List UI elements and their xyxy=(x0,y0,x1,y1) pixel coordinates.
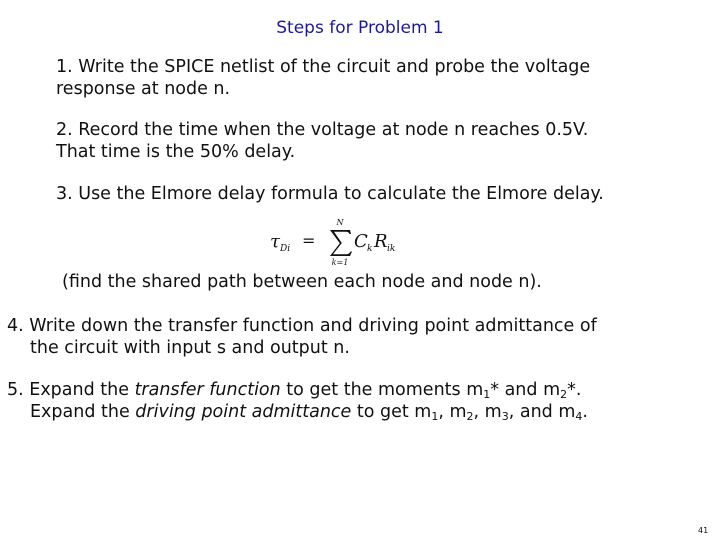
step-5-line-1-text-c: * and m xyxy=(490,380,561,400)
moment-subscript-2: 2 xyxy=(466,410,474,423)
formula-term-r-subscript: ik xyxy=(387,244,396,254)
moment-subscript-1: 1 xyxy=(483,388,491,401)
moment-subscript-3: 3 xyxy=(501,410,509,423)
formula-term-c-subscript: k xyxy=(367,244,373,254)
step-1-line-2: response at node n. xyxy=(56,79,231,99)
formula-sum-upper: N xyxy=(336,218,344,227)
formula-term-r: R xyxy=(374,231,388,252)
step-5-line-2-text-d: , m xyxy=(473,402,502,422)
elmore-delay-formula xyxy=(268,216,408,268)
formula-tau-subscript: Di xyxy=(280,244,291,254)
moment-subscript-1: 1 xyxy=(431,410,439,423)
step-4-line-1: 4. Write down the transfer function and driving point admittance of xyxy=(7,316,597,336)
moment-subscript-2: 2 xyxy=(560,388,568,401)
step-2-line-1: 2. Record the time when the voltage at node n reaches 0.5V. xyxy=(56,120,589,140)
step-5-line-2-text-a: Expand the xyxy=(30,402,136,422)
step-5-line-2-text-e: , and m xyxy=(508,402,576,422)
step-5-line-1 xyxy=(7,379,588,401)
step-2 xyxy=(56,119,588,163)
step-5 xyxy=(7,379,588,423)
formula-tau: τ xyxy=(270,231,280,252)
shared-path-note: (find the shared path between each node and node n). xyxy=(62,272,542,292)
formula-term-c: C xyxy=(354,231,368,252)
slide-title: Steps for Problem 1 xyxy=(276,18,444,38)
step-5-transfer-function-term: transfer function xyxy=(134,380,281,400)
step-3 xyxy=(56,183,604,205)
step-2-line-2: That time is the 50% delay. xyxy=(56,142,296,162)
step-5-line-2-text-b: to get m xyxy=(351,402,432,422)
formula-sum-lower: k=1 xyxy=(331,258,349,267)
step-5-line-2 xyxy=(7,401,588,423)
step-5-line-1-text-d: *. xyxy=(567,380,582,400)
step-5-driving-point-admittance-term: driving point admittance xyxy=(135,402,352,422)
step-5-line-2-text-c: , m xyxy=(438,402,467,422)
step-1 xyxy=(56,56,590,100)
step-3-line-1: 3. Use the Elmore delay formula to calculate the Elmore delay. xyxy=(56,184,604,204)
step-1-line-1: 1. Write the SPICE netlist of the circuit and probe the voltage xyxy=(56,57,591,77)
formula-equals: = xyxy=(302,231,316,250)
step-5-line-1-text-a: 5. Expand the xyxy=(7,380,135,400)
step-5-line-1-text-b: to get the moments m xyxy=(280,380,484,400)
summation-sign-icon xyxy=(330,230,352,256)
moment-subscript-4: 4 xyxy=(575,410,583,423)
step-5-line-2-text-f: . xyxy=(582,402,588,422)
step-4-line-2: the circuit with input s and output n. xyxy=(30,338,350,358)
step-4 xyxy=(7,315,597,359)
page-number: 41 xyxy=(698,526,709,535)
